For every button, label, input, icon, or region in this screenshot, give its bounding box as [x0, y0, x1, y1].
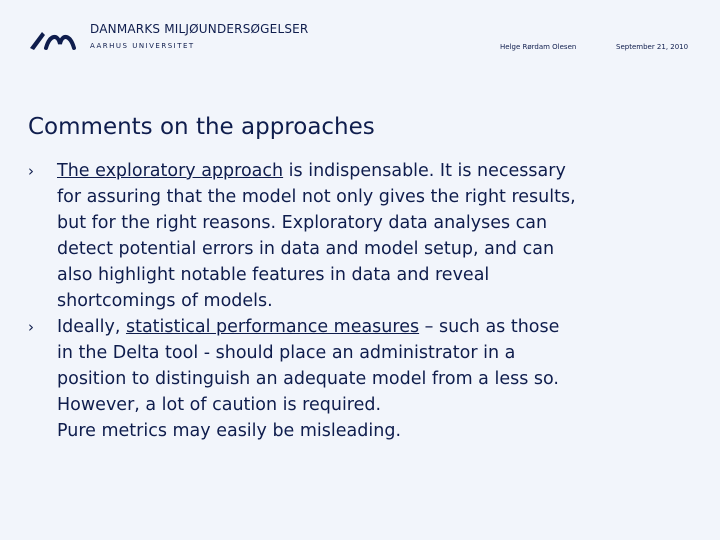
bullet-line: in the Delta tool - should place an administrator in a [57, 343, 516, 363]
bullet-line: Pure metrics may easily be misleading. [57, 421, 402, 441]
bullet-line [57, 314, 698, 340]
bullet-line: position to distinguish an adequate model from a less so. [57, 369, 559, 389]
underlined-term: The exploratory approach [57, 161, 284, 181]
bullet-line: detect potential errors in data and model setup, and can [57, 239, 555, 259]
bullet-line: also highlight notable features in data and reveal [57, 265, 490, 285]
bullet-text: – such as those [419, 317, 560, 337]
bullet-line: for assuring that the model not only gives the right results, [57, 187, 576, 207]
bullet-marker-icon: › [28, 162, 34, 180]
au-wave-logo-icon [28, 28, 76, 52]
bullet-line [57, 158, 698, 184]
bullet-text: is indispensable. It is necessary [283, 161, 566, 181]
author-name: Helge Rørdam Olesen [500, 43, 577, 51]
bullet-item [28, 314, 698, 444]
bullet-line: shortcomings of models. [57, 291, 273, 311]
university-name: AARHUS UNIVERSITET [90, 42, 195, 50]
organization-name: DANMARKS MILJØUNDERSØGELSER [90, 22, 309, 36]
underlined-term: statistical performance measures [125, 317, 420, 337]
bullet-marker-icon: › [28, 318, 34, 336]
bullet-text: Ideally, [57, 317, 126, 337]
bullet-list [28, 158, 698, 444]
slide-title: Comments on the approaches [28, 114, 375, 140]
presentation-date: September 21, 2010 [616, 43, 689, 51]
bullet-line: However, a lot of caution is required. [57, 395, 382, 415]
bullet-item [28, 158, 698, 314]
bullet-line: but for the right reasons. Exploratory data analyses can [57, 213, 548, 233]
